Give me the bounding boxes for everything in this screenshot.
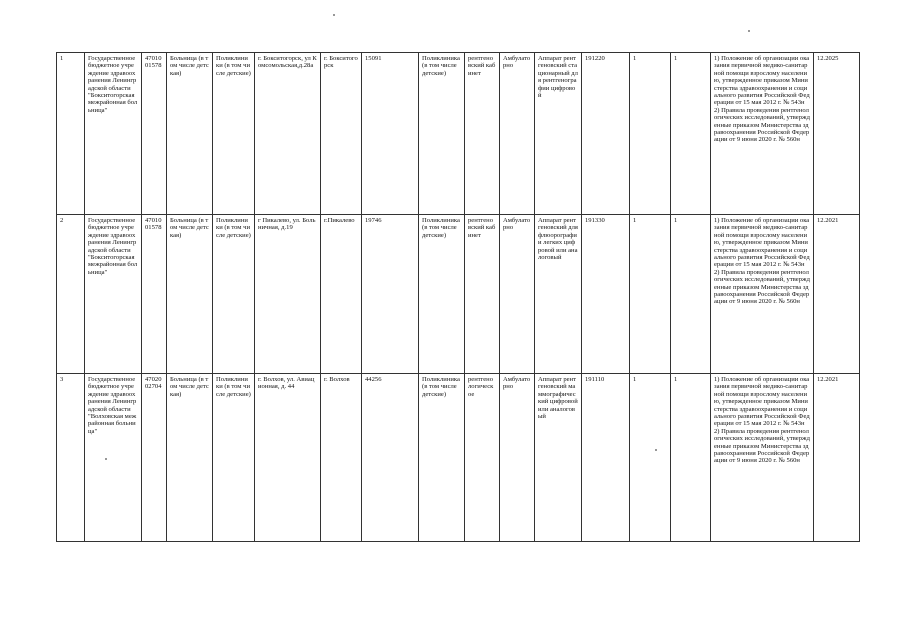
subdivision-type: Поликлиники (в том числе детские) — [213, 53, 255, 215]
scan-speck — [748, 30, 750, 32]
department: Поликлиника (в том числе детские) — [419, 53, 465, 215]
equipment-table — [56, 52, 860, 542]
row-number: 1 — [57, 53, 85, 215]
quantity-planned: 1 — [671, 215, 711, 374]
quantity-planned: 1 — [671, 53, 711, 215]
population: 44256 — [362, 374, 419, 542]
population: 15091 — [362, 53, 419, 215]
subdivision-type: Поликлиники (в том числе детские) — [213, 215, 255, 374]
quantity-planned: 1 — [671, 374, 711, 542]
quantity-required: 1 — [630, 53, 671, 215]
care-conditions: Амбулаторно — [500, 374, 535, 542]
quantity-required: 1 — [630, 374, 671, 542]
row-number: 2 — [57, 215, 85, 374]
equipment-code: 191330 — [582, 215, 630, 374]
oktmo-code: 47010 01578 — [142, 215, 167, 374]
legal-basis: 1) Положение об организации оказания первичной медико-санитарной помощи взрослому населению, утвержденное приказом Министерства здравоохранения и социального развития Российской Федерации от 15 мая 2012 г. № 543н 2) Правила проведения рентгенологических исследований, утвержденные приказом Министерства здравоохранения Российской Федерации от 9 июня 2020 г. № 560н — [711, 215, 814, 374]
department: Поликлиника (в том числе детские) — [419, 374, 465, 542]
organization-name: Государственное бюджетное учреждение здравоохранения Ленинградской области "Бокситогорская межрайонная больница" — [85, 53, 142, 215]
scan-speck — [655, 449, 657, 451]
oktmo-code: 47010 01578 — [142, 53, 167, 215]
table-row — [57, 374, 860, 542]
legal-basis: 1) Положение об организации оказания первичной медико-санитарной помощи взрослому населению, утвержденное приказом Министерства здравоохранения и социального развития Российской Федерации от 15 мая 2012 г. № 543н 2) Правила проведения рентгенологических исследований, утвержденные приказом Министерства здравоохранения Российской Федерации от 9 июня 2020 г. № 560н — [711, 53, 814, 215]
deadline-date: 12.2021 — [814, 215, 860, 374]
oktmo-code: 47020 02704 — [142, 374, 167, 542]
locality: г. Бокситогорск — [321, 53, 362, 215]
subdivision-type: Поликлиники (в том числе детские) — [213, 374, 255, 542]
locality: г.Пикалево — [321, 215, 362, 374]
room-type: рентгеновский кабинет — [465, 53, 500, 215]
scan-speck — [333, 14, 335, 16]
address: г. Волхов, ул. Авиационная, д. 44 — [255, 374, 321, 542]
row-number: 3 — [57, 374, 85, 542]
organization-name: Государственное бюджетное учреждение здравоохранения Ленинградской области "Волховская межрайонная больница" — [85, 374, 142, 542]
deadline-date: 12.2021 — [814, 374, 860, 542]
room-type: рентгенологическое — [465, 374, 500, 542]
equipment-code: 191110 — [582, 374, 630, 542]
room-type: рентгеновский кабинет — [465, 215, 500, 374]
organization-name: Государственное бюджетное учреждение здравоохранения Ленинградской области "Бокситогорская межрайонная больница" — [85, 215, 142, 374]
deadline-date: 12.2025 — [814, 53, 860, 215]
address: г Пикалево, ул. Больничная, д.19 — [255, 215, 321, 374]
scan-speck — [105, 458, 107, 460]
care-conditions: Амбулаторно — [500, 53, 535, 215]
quantity-required: 1 — [630, 215, 671, 374]
locality: г. Волхов — [321, 374, 362, 542]
table-row — [57, 215, 860, 374]
facility-type: Больница (в том числе детская) — [167, 215, 213, 374]
equipment-name: Аппарат рентгеновский стационарный для рентгенографии цифровой — [535, 53, 582, 215]
table-row — [57, 53, 860, 215]
facility-type: Больница (в том числе детская) — [167, 374, 213, 542]
address: г. Бокситогорск, ул Комсомольская,д.28а — [255, 53, 321, 215]
legal-basis: 1) Положение об организации оказания первичной медико-санитарной помощи взрослому населению, утвержденное приказом Министерства здравоохранения и социального развития Российской Федерации от 15 мая 2012 г. № 543н 2) Правила проведения рентгенологических исследований, утвержденные приказом Министерства здравоохранения Российской Федерации от 9 июня 2020 г. № 560н — [711, 374, 814, 542]
department: Поликлиника (в том числе детские) — [419, 215, 465, 374]
equipment-name: Аппарат рентгеновский для флюорографии легких цифровой или аналоговый — [535, 215, 582, 374]
care-conditions: Амбулаторно — [500, 215, 535, 374]
facility-type: Больница (в том числе детская) — [167, 53, 213, 215]
population: 19746 — [362, 215, 419, 374]
equipment-name: Аппарат рентгеновский маммографический цифровой или аналоговый — [535, 374, 582, 542]
equipment-code: 191220 — [582, 53, 630, 215]
